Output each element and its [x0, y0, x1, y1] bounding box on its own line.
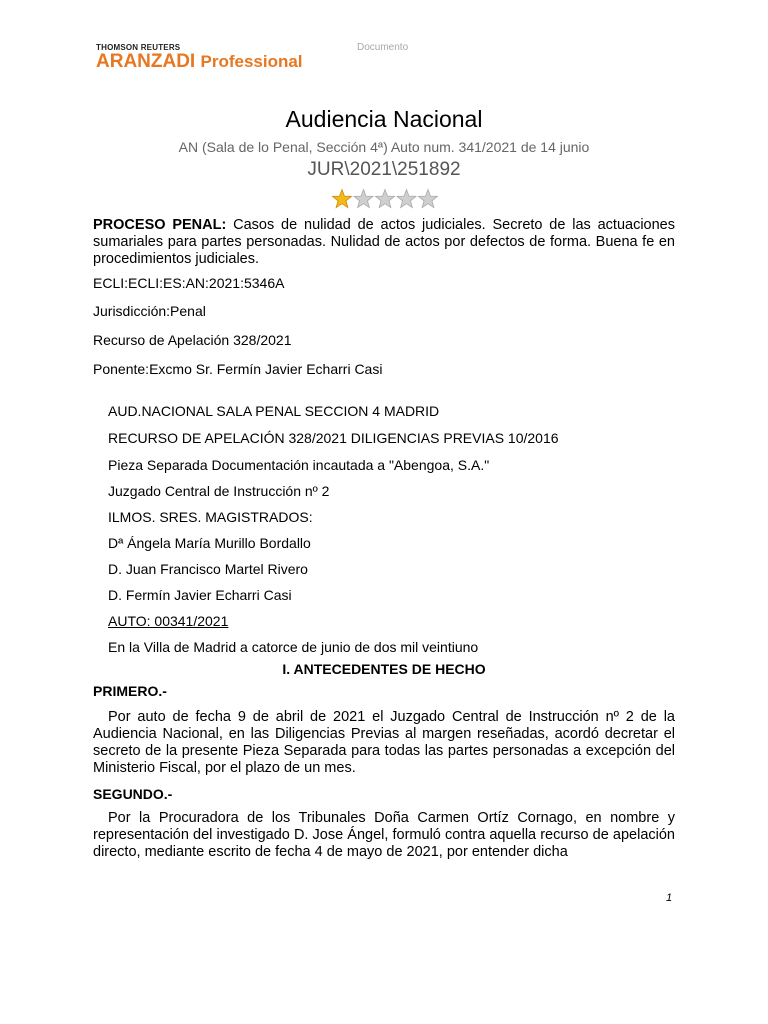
- judge-line: Dª Ángela María Murillo Bordallo: [108, 535, 311, 551]
- document-reference: JUR\2021\251892: [307, 159, 461, 180]
- aranzadi-label: ARANZADI: [96, 51, 196, 72]
- abstract-text: Casos de nulidad de actos judiciales. Secreto de las actuaciones sumariales para partes personadas. Nulidad de actos por defectos de forma. Buena fe en procedimientos judiciales.: [93, 217, 675, 267]
- ecli-value: ECLI:ES:AN:2021:5346A: [128, 275, 285, 291]
- place-date-line: En la Villa de Madrid a catorce de junio de dos mil veintiuno: [108, 639, 479, 655]
- document-label: Documento: [357, 42, 409, 53]
- jurisdiccion-label: Jurisdicción:: [93, 303, 171, 319]
- ponente-value: Excmo Sr. Fermín Javier Echarri Casi: [149, 361, 383, 377]
- document-title: Audiencia Nacional: [285, 106, 483, 132]
- pieza-line: Pieza Separada Documentación incautada a "Abengoa, S.A.": [108, 457, 490, 473]
- auto-number: AUTO: 00341/2021: [108, 613, 229, 629]
- section-title: I. ANTECEDENTES DE HECHO: [282, 661, 486, 677]
- judge-line: D. Fermín Javier Echarri Casi: [108, 587, 292, 603]
- jurisdiccion-value: Penal: [170, 303, 206, 319]
- judge-line: D. Juan Francisco Martel Rivero: [108, 561, 308, 577]
- primero-heading: PRIMERO.-: [93, 683, 167, 699]
- star-filled-icon[interactable]: [332, 190, 351, 208]
- appeal-line: RECURSO DE APELACIÓN 328/2021 DILIGENCIAS PREVIAS 10/2016: [108, 430, 559, 446]
- abstract-label: PROCESO PENAL:: [93, 217, 227, 233]
- star-empty-icon[interactable]: [354, 190, 373, 208]
- ecli-line: [93, 275, 284, 291]
- ecli-label: ECLI:: [93, 275, 129, 291]
- jurisdiccion-line: [93, 303, 206, 319]
- ponente-line: [93, 361, 382, 377]
- star-empty-icon[interactable]: [375, 190, 394, 208]
- thomson-reuters-label: THOMSON REUTERS: [96, 43, 181, 52]
- court-line: AUD.NACIONAL SALA PENAL SECCION 4 MADRID: [108, 403, 440, 419]
- star-empty-icon[interactable]: [418, 190, 437, 208]
- star-empty-icon[interactable]: [397, 190, 416, 208]
- document-subtitle: AN (Sala de lo Penal, Sección 4ª) Auto num. 341/2021 de 14 junio: [178, 139, 590, 155]
- primero-paragraph: Por auto de fecha 9 de abril de 2021 el Juzgado Central de Instrucción nº 2 de la Audiencia Nacional, en las Diligencias Previas al margen reseñadas, acordó decretar el secreto de la presente Pieza Separada para todas las partes personadas a excepción del Ministerio Fiscal, por el plazo de un mes.: [93, 709, 675, 776]
- segundo-paragraph: Por la Procuradora de los Tribunales Doña Carmen Ortíz Cornago, en nombre y representación del investigado D. Jose Ángel, formuló contra aquella recurso de apelación directo, mediante escrito de fecha 4 de mayo de 2021, por entender dicha: [93, 810, 675, 860]
- aranzadi-brand: [96, 52, 303, 72]
- abstract: [93, 217, 675, 268]
- page-number: 1: [666, 892, 673, 904]
- recurso-line: Recurso de Apelación 328/2021: [93, 332, 292, 348]
- magistrados-label: ILMOS. SRES. MAGISTRADOS:: [108, 509, 313, 525]
- juzgado-line: Juzgado Central de Instrucción nº 2: [108, 483, 330, 499]
- ponente-label: Ponente:: [93, 361, 150, 377]
- aranzadi-logo: [96, 43, 303, 72]
- segundo-heading: SEGUNDO.-: [93, 786, 173, 802]
- star-rating[interactable]: [331, 188, 441, 210]
- professional-label: Professional: [200, 52, 303, 71]
